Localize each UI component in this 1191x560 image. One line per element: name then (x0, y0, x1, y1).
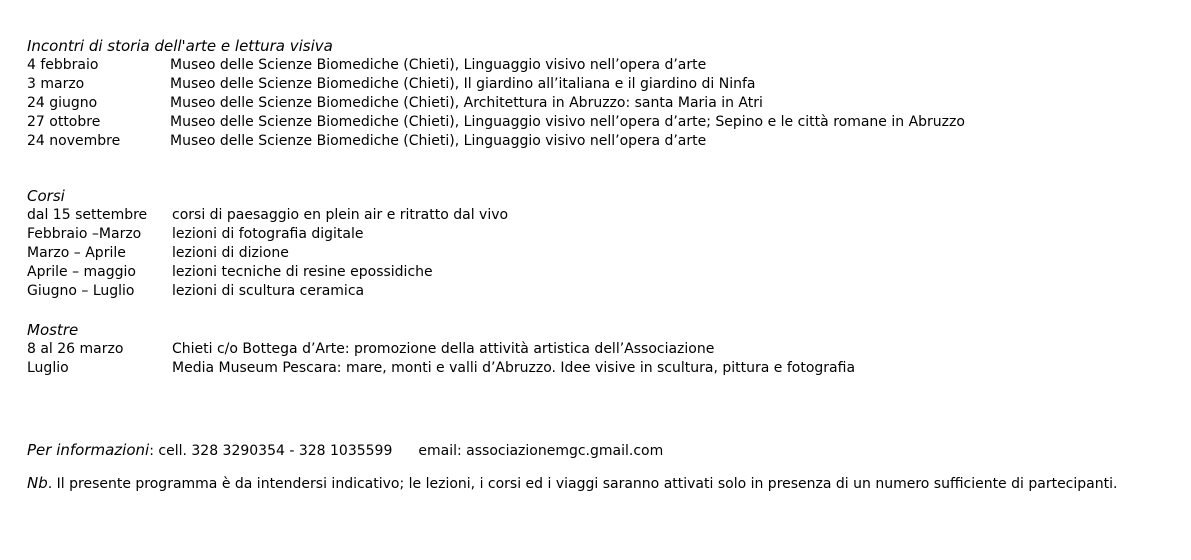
list-item (27, 132, 965, 151)
course-description: lezioni di scultura ceramica (172, 283, 365, 299)
list-item (27, 340, 855, 359)
event-description: Museo delle Scienze Biomediche (Chieti), Linguaggio visivo nell’opera d’arte; Sepino e le città romane in Abruzzo (170, 114, 965, 130)
section-corsi (27, 187, 508, 301)
section-mostre (27, 321, 855, 378)
list-item (27, 263, 508, 282)
exhibition-date: Luglio (27, 360, 69, 376)
section-title-mostre: Mostre (27, 321, 79, 339)
note-text: . Il presente programma è da intendersi indicativo; le lezioni, i corsi ed i viaggi saranno attivati solo in presenza di un numero sufficiente di partecipanti. (47, 476, 1118, 492)
exhibition-description: Media Museum Pescara: mare, monti e valli d’Abruzzo. Idee visive in scultura, pittura e fotografia (172, 360, 856, 376)
list-item (27, 113, 965, 132)
course-period: Giugno – Luglio (27, 283, 135, 299)
list-item (27, 225, 508, 244)
event-description: Museo delle Scienze Biomediche (Chieti), Il giardino all’italiana e il giardino di Ninfa (170, 76, 756, 92)
contact-phones: : cell. 328 3290354 - 328 1035599 (149, 443, 393, 459)
list-item (27, 56, 965, 75)
list-item (27, 282, 508, 301)
section-incontri (27, 37, 965, 151)
event-date: 3 marzo (27, 76, 85, 92)
list-item (27, 75, 965, 94)
section-title-incontri: Incontri di storia dell'arte e lettura visiva (27, 37, 333, 55)
note-label: Nb (27, 474, 48, 492)
course-description: lezioni di fotografia digitale (172, 226, 364, 242)
event-date: 24 giugno (27, 95, 98, 111)
contact-info-label: Per informazioni (27, 441, 150, 459)
list-item (27, 94, 965, 113)
list-item (27, 206, 508, 225)
event-date: 4 febbraio (27, 57, 99, 73)
event-description: Museo delle Scienze Biomediche (Chieti), Architettura in Abruzzo: santa Maria in Atri (170, 95, 763, 111)
course-description: lezioni tecniche di resine epossidiche (172, 264, 433, 280)
course-description: lezioni di dizione (172, 245, 289, 261)
course-description: corsi di paesaggio en plein air e ritratto dal vivo (172, 207, 509, 223)
course-period: Marzo – Aprile (27, 245, 126, 261)
event-date: 24 novembre (27, 133, 121, 149)
list-item (27, 359, 855, 378)
contact-email: email: associazionemgc.gmail.com (418, 443, 664, 459)
exhibition-date: 8 al 26 marzo (27, 341, 124, 357)
event-date: 27 ottobre (27, 114, 101, 130)
event-description: Museo delle Scienze Biomediche (Chieti), Linguaggio visivo nell’opera d’arte (170, 133, 707, 149)
exhibition-description: Chieti c/o Bottega d’Arte: promozione della attività artistica dell’Associazione (172, 341, 715, 357)
contact-info (27, 441, 663, 461)
list-item (27, 244, 508, 263)
course-period: Febbraio –Marzo (27, 226, 142, 242)
section-title-corsi: Corsi (27, 187, 65, 205)
event-description: Museo delle Scienze Biomediche (Chieti), Linguaggio visivo nell’opera d’arte (170, 57, 707, 73)
course-period: dal 15 settembre (27, 207, 148, 223)
note-paragraph (27, 473, 1167, 494)
course-period: Aprile – maggio (27, 264, 136, 280)
